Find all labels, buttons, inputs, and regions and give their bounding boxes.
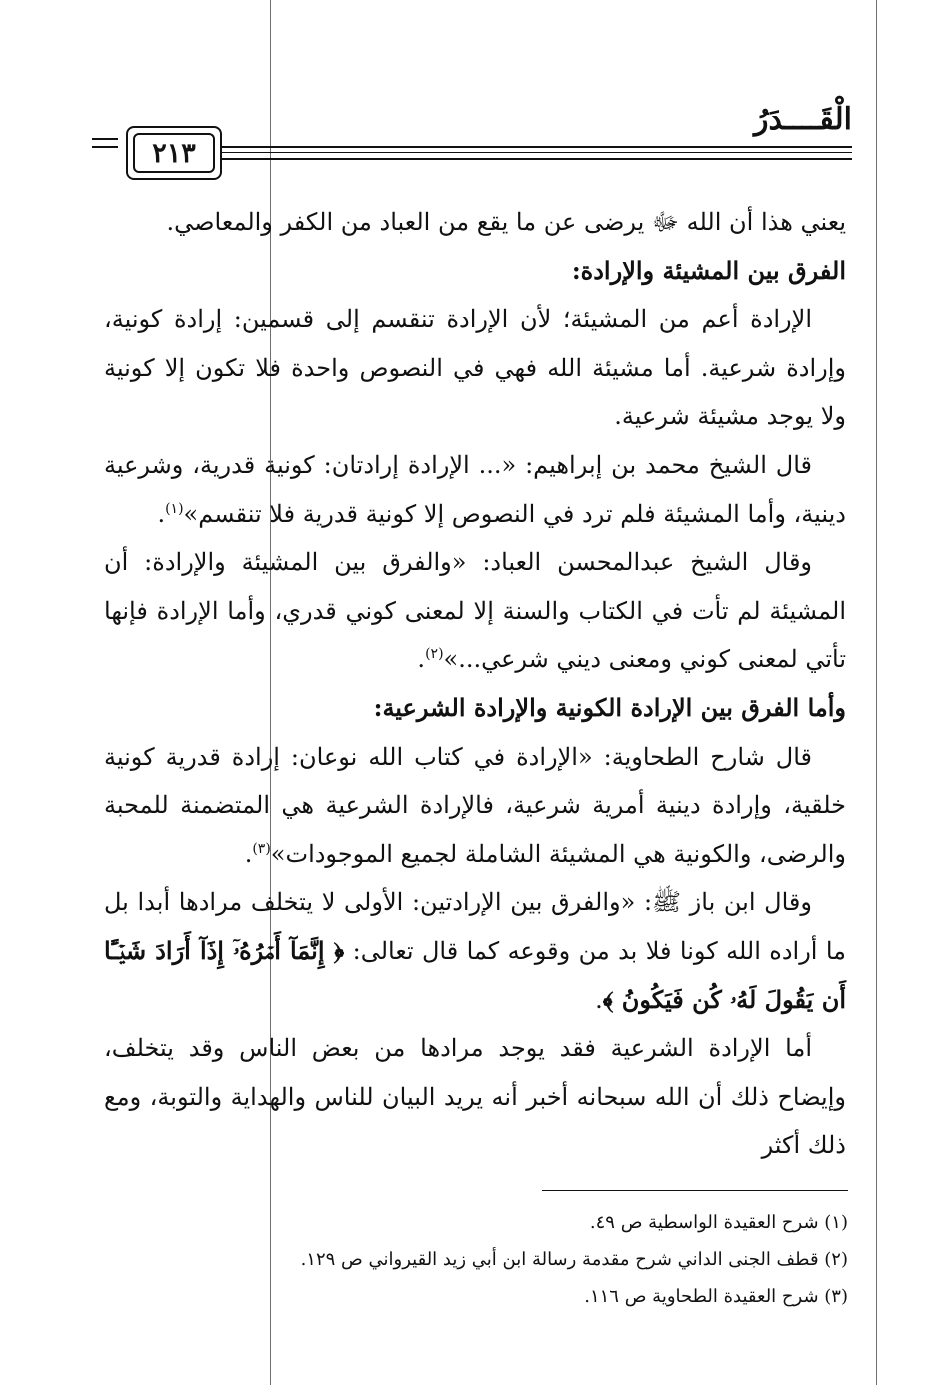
quran-verse: ﴿ إِنَّمَآ أَمۡرُهُۥٓ إِذَآ أَرَادَ شَيۡـًٔا أَن يَقُولَ لَهُۥ كُن فَيَكُونُ ﴾ xyxy=(104,935,846,1014)
paragraph-text: قال الشيخ محمد بن إبراهيم: «... الإرادة إرادتان: كونية قدرية، وشرعية دينية، وأما المشيئة فلم ترد في النصوص إلا كونية قدرية فلا تنقسم» xyxy=(104,450,846,528)
main-text xyxy=(104,198,846,1170)
paragraph-end: . xyxy=(417,645,426,674)
page-number: ٢١٣ xyxy=(133,133,215,173)
footnote-ref: (٣) xyxy=(252,840,271,857)
heading-text: الفرق بين المشيئة والإرادة: xyxy=(571,255,846,285)
paragraph-text: أما الإرادة الشرعية فقد يوجد مرادها من بعض الناس وقد يتخلف، وإيضاح ذلك أن الله سبحانه أخبر أنه يريد البيان للناس والهداية والتوبة، ومع ذلك أكثر xyxy=(104,1034,846,1160)
paragraph-end: . xyxy=(157,499,166,528)
paragraph xyxy=(104,538,846,684)
footnotes xyxy=(200,1204,848,1315)
footnote: (٢) قطف الجنى الداني شرح مقدمة رسالة ابن أبي زيد القيرواني ص ١٢٩. xyxy=(300,1249,848,1270)
paragraph-text: وقال الشيخ عبدالمحسن العباد: «والفرق بين المشيئة والإرادة: أن المشيئة لم تأت في الكتاب والسنة إلا لمعنى كوني قدري، وأما الإرادة فإنها تأتي لمعنى كوني ومعنى ديني شرعي...» xyxy=(104,548,846,674)
paragraph-text: وقال ابن باز ﷺ: «والفرق بين الإرادتين: الأولى لا يتخلف مرادها أبدا بل ما أراده الله كونا فلا بد من وقوعه كما قال تعالى: xyxy=(104,888,846,965)
scan-edge-line xyxy=(876,0,877,1385)
paragraph xyxy=(104,878,846,1024)
page-number-box xyxy=(126,126,222,180)
paragraph-text: يعني هذا أن الله ﷻ يرضى عن ما يقع من العباد من الكفر والمعاصي. xyxy=(166,208,846,236)
page-header xyxy=(92,88,852,178)
running-title: الْقَــــدَرُ xyxy=(753,102,852,137)
header-rule-bottom xyxy=(220,158,852,160)
footnote-separator xyxy=(542,1190,848,1191)
section-heading xyxy=(104,247,846,296)
section-heading xyxy=(104,684,846,733)
footnote-ref: (١) xyxy=(165,500,184,517)
paragraph-end: . xyxy=(244,839,253,868)
paragraph-text: الإرادة أعم من المشيئة؛ لأن الإرادة تنقسم إلى قسمين: إرادة كونية، وإرادة شرعية. أما مشيئة الله فهي في النصوص واحدة فلا تكون إلا كونية ولا يوجد مشيئة شرعية. xyxy=(104,305,846,431)
paragraph xyxy=(104,441,846,538)
footnote: (٣) شرح العقيدة الطحاوية ص ١١٦. xyxy=(584,1286,848,1307)
heading-text: وأما الفرق بين الإرادة الكونية والإرادة الشرعية: xyxy=(373,692,846,722)
footnote-ref: (٢) xyxy=(425,646,444,663)
paragraph xyxy=(104,733,846,879)
paragraph xyxy=(104,198,846,247)
footnote: (١) شرح العقيدة الواسطية ص ٤٩. xyxy=(589,1212,848,1233)
header-rule-ends xyxy=(92,138,118,154)
paragraph xyxy=(104,295,846,441)
header-rule-top xyxy=(220,146,852,148)
header-rule-middle xyxy=(220,152,852,153)
paragraph xyxy=(104,1024,846,1170)
paragraph-end: . xyxy=(595,985,603,1014)
paragraph-text: قال شارح الطحاوية: «الإرادة في كتاب الله نوعان: إرادة قدرية كونية خلقية، وإرادة دينية أمرية شرعية، فالإرادة الشرعية هي المتضمنة للمحبة والرضى، والكونية هي المشيئة الشاملة لجميع الموجودات» xyxy=(104,742,846,868)
